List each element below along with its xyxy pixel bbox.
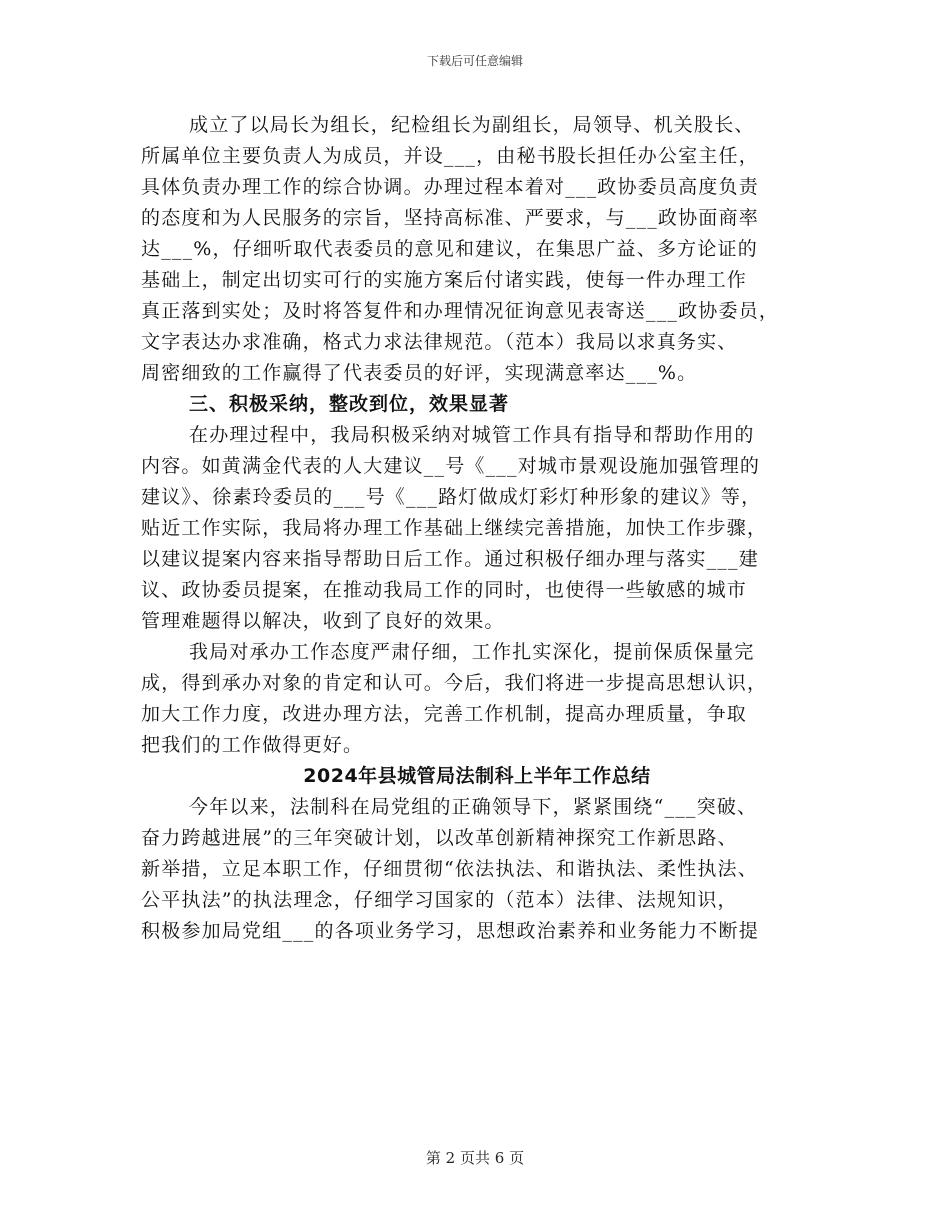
paragraph-line: 的态度和为人民服务的宗旨，坚持高标准、严要求，与___政协面商率 (141, 207, 759, 229)
paragraph-line: 周密细致的工作赢得了代表委员的好评，实现满意率达___%。 (141, 362, 698, 384)
section-heading: 三、积极采纳，整改到位，效果显著 (189, 393, 510, 415)
paragraph-line: 内容。如黄满金代表的人大建议__号《___对城市景观设施加强管理的 (141, 455, 761, 477)
paragraph-line: 加大工作力度，改进办理方法，完善工作机制，提高办理质量，争取 (141, 703, 748, 725)
page-number: 第 2 页共 6 页 (425, 1149, 525, 1167)
paragraph-line: 以建议提案内容来指导帮助日后工作。通过积极仔细办理与落实___建 (141, 548, 759, 570)
paragraph-line: 文字表达办求准确，格式力求法律规范。（范本）我局以求真务实、 (141, 331, 738, 353)
paragraph-line: 管理难题得以解决，收到了良好的效果。 (141, 610, 505, 632)
paragraph-line: 今年以来，法制科在局党组的正确领导下，紧紧围绕“___突破、 (189, 796, 758, 818)
paragraph-line: 成，得到承办对象的肯定和认可。今后，我们将进一步提高思想认识， (141, 672, 768, 694)
page-header-note: 下载后可任意编辑 (426, 54, 523, 68)
paragraph-line: 我局对承办工作态度严肃仔细，工作扎实深化，提前保质保量完 (189, 641, 755, 663)
paragraph-line: 基础上，制定出切实可行的实施方案后付诸实践，使每一件办理工作 (141, 269, 748, 291)
paragraph-line: 所属单位主要负责人为成员，并设___，由秘书股长担任办公室主任， (141, 145, 759, 167)
document-body (141, 110, 813, 947)
paragraph-line: 在办理过程中，我局积极采纳对城管工作具有指导和帮助作用的 (189, 424, 755, 446)
paragraph-line: 建议》、徐素玲委员的___号《___路灯做成灯彩灯种形象的建议》等， (141, 486, 762, 508)
paragraph-line: 把我们的工作做得更好。 (141, 734, 364, 756)
paragraph-line: 公平执法”的执法理念，仔细学习国家的（范本）法律、法规知识， (141, 889, 738, 911)
document-title: 2024年县城管局法制科上半年工作总结 (303, 765, 651, 787)
paragraph-line: 贴近工作实际，我局将办理工作基础上继续完善措施，加快工作步骤， (141, 517, 768, 539)
paragraph-line: 真正落到实处；及时将答复件和办理情况征询意见表寄送___政协委员， (141, 300, 780, 322)
paragraph-line: 达___%，仔细听取代表委员的意见和建议，在集思广益、多方论证的 (141, 238, 758, 260)
paragraph-line: 议、政协委员提案，在推动我局工作的同时，也使得一些敏感的城市 (141, 579, 748, 601)
paragraph-line: 成立了以局长为组长，纪检组长为副组长，局领导、机关股长、 (189, 114, 755, 136)
paragraph-line: 新举措，立足本职工作，仔细贯彻“依法执法、和谐执法、柔性执法、 (141, 858, 758, 880)
paragraph-line: 积极参加局党组___的各项业务学习，思想政治素养和业务能力不断提 (141, 920, 759, 942)
paragraph-line: 奋力跨越进展”的三年突破计划，以改革创新精神探究工作新思路、 (141, 827, 738, 849)
paragraph-line: 具体负责办理工作的综合协调。办理过程本着对___政协委员高度负责 (141, 176, 759, 198)
